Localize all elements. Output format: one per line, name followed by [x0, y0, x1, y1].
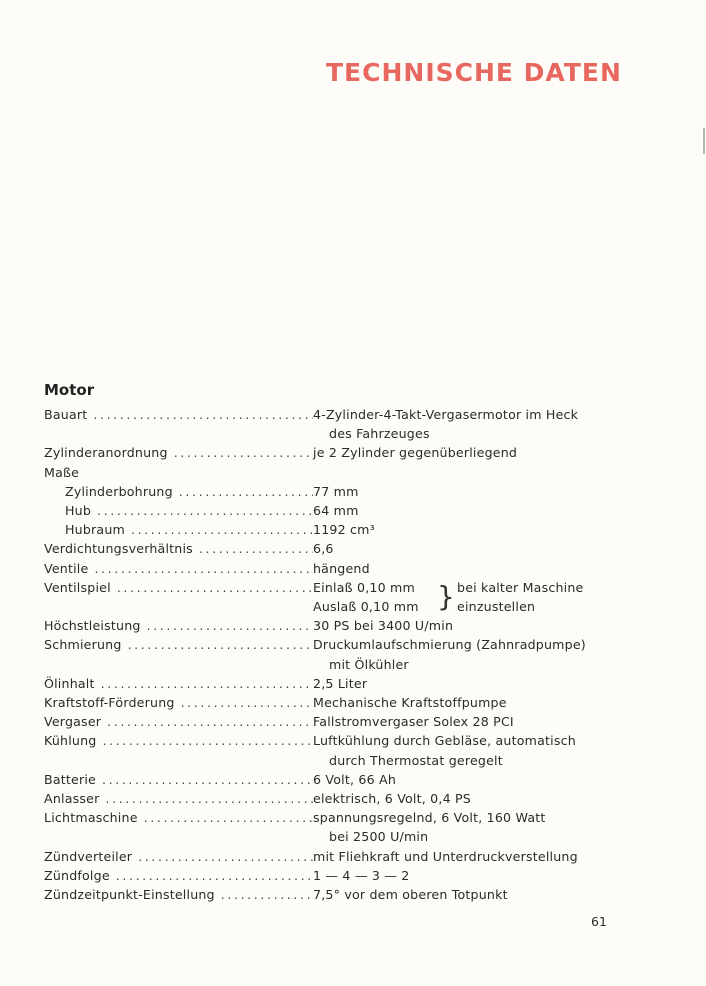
dot-leader — [95, 674, 313, 693]
dot-leader — [96, 731, 313, 750]
spec-value-continuation: des Fahrzeuges — [329, 426, 430, 442]
spec-value: 2,5 Liter — [313, 675, 368, 691]
spec-value: 1 — 4 — 3 — 2 — [313, 867, 410, 883]
dot-leader — [88, 559, 313, 578]
spec-row-ventile — [44, 559, 604, 578]
page-edge-mark — [703, 128, 705, 154]
section-title-motor: Motor — [44, 381, 95, 399]
spec-table — [44, 405, 604, 904]
spec-value: 6,6 — [313, 541, 334, 557]
spec-row-vergaser — [44, 712, 604, 731]
dot-leader — [110, 866, 313, 885]
spec-label: Maße — [44, 464, 80, 480]
spec-value: mit Fliehkraft und Unterdruckverstellung — [313, 848, 578, 864]
spec-label: Zündfolge — [44, 867, 110, 883]
spec-row-oelinhalt — [44, 674, 604, 693]
dot-leader — [111, 578, 313, 616]
spec-label: Kraftstoff-Förderung — [44, 695, 175, 711]
spec-label: Zylinderbohrung — [65, 483, 173, 499]
spec-row-kuehlung — [44, 731, 604, 750]
spec-label: Bauart — [44, 407, 88, 422]
spec-value-continuation: bei 2500 U/min — [329, 829, 429, 845]
spec-value-continuation: durch Thermostat geregelt — [329, 752, 503, 768]
spec-row-hoechstleistung — [44, 616, 604, 635]
spec-label: Zündverteiler — [44, 848, 133, 864]
spec-label: Batterie — [44, 771, 97, 787]
dot-leader — [141, 616, 313, 635]
dot-leader — [175, 693, 313, 712]
spec-row-zylinderbohrung — [44, 482, 604, 501]
dot-leader — [101, 712, 313, 731]
spec-label: Zylinderanordnung — [44, 445, 168, 461]
spec-note: einzustellen — [457, 599, 536, 615]
dot-leader — [173, 482, 313, 501]
dot-leader — [132, 847, 313, 866]
spec-label: Ölinhalt — [44, 675, 95, 691]
spec-label: Anlasser — [44, 791, 100, 807]
spec-value: 64 mm — [313, 503, 359, 519]
spec-label: Ventilspiel — [44, 579, 111, 595]
spec-row-kraftstoff — [44, 693, 604, 712]
spec-label: Kühlung — [44, 733, 97, 749]
spec-label: Verdichtungsverhältnis — [44, 541, 193, 557]
spec-label: Ventile — [44, 560, 89, 576]
spec-label: Schmierung — [44, 637, 122, 653]
spec-label: Zündzeitpunkt-Einstellung — [44, 887, 215, 903]
spec-value: 1192 cm³ — [313, 522, 375, 538]
spec-value: 6 Volt, 66 Ah — [313, 771, 397, 787]
spec-value: Fallstromvergaser Solex 28 PCI — [313, 714, 514, 730]
spec-value: 77 mm — [313, 483, 359, 499]
dot-leader — [99, 789, 313, 808]
spec-value: 7,5° vor dem oberen Totpunkt — [313, 887, 508, 903]
spec-value: spannungsregelnd, 6 Volt, 160 Watt — [313, 810, 546, 826]
spec-row-hub — [44, 501, 604, 520]
spec-value: hängend — [313, 560, 370, 576]
spec-value-einlass: Einlaß 0,10 mm — [313, 579, 415, 595]
spec-value-continuation: mit Ölkühler — [329, 656, 409, 672]
dot-leader — [125, 520, 313, 539]
spec-row-zuendzeitpunkt — [44, 885, 604, 904]
dot-leader — [87, 405, 313, 424]
spec-row-hubraum — [44, 520, 604, 539]
spec-row-zuendverteiler — [44, 847, 604, 866]
spec-row-bauart — [44, 405, 604, 424]
spec-value: Mechanische Kraftstoffpumpe — [313, 695, 507, 711]
dot-leader — [168, 443, 313, 462]
page-number: 61 — [591, 914, 607, 929]
spec-value: 4-Zylinder-4-Takt-Vergasermotor im Heck — [313, 407, 579, 422]
spec-label: Hubraum — [65, 522, 125, 538]
spec-value: elektrisch, 6 Volt, 0,4 PS — [313, 791, 471, 807]
spec-label: Hub — [65, 503, 92, 519]
dot-leader — [96, 770, 313, 789]
dot-leader — [193, 539, 313, 558]
dot-leader — [91, 501, 313, 520]
spec-label: Lichtmaschine — [44, 810, 138, 826]
spec-row-schmierung — [44, 635, 604, 654]
spec-row-batterie — [44, 770, 604, 789]
spec-row-anlasser — [44, 789, 604, 808]
spec-label: Höchstleistung — [44, 618, 141, 634]
spec-row-masse — [44, 463, 604, 482]
spec-row-zuendfolge — [44, 866, 604, 885]
spec-value-auslass: Auslaß 0,10 mm — [313, 599, 419, 615]
dot-leader — [138, 808, 313, 827]
spec-label: Vergaser — [44, 714, 102, 730]
page-title: TECHNISCHE DATEN — [326, 58, 622, 87]
spec-value: Druckumlaufschmierung (Zahnradpumpe) — [313, 637, 586, 653]
ventilspiel-values — [313, 578, 583, 616]
spec-note: bei kalter Maschine — [457, 579, 584, 595]
spec-value: Luftkühlung durch Gebläse, automatisch — [313, 733, 576, 749]
spec-row-ventilspiel — [44, 578, 604, 616]
spec-value: 30 PS bei 3400 U/min — [313, 618, 454, 634]
spec-value: je 2 Zylinder gegenüberliegend — [313, 445, 518, 461]
spec-row-lichtmaschine — [44, 808, 604, 827]
dot-leader — [122, 635, 313, 654]
spec-row-verdichtung — [44, 539, 604, 558]
dot-leader — [215, 885, 313, 904]
spec-row-zylinderanordnung — [44, 443, 604, 462]
brace-icon: } — [437, 579, 456, 613]
